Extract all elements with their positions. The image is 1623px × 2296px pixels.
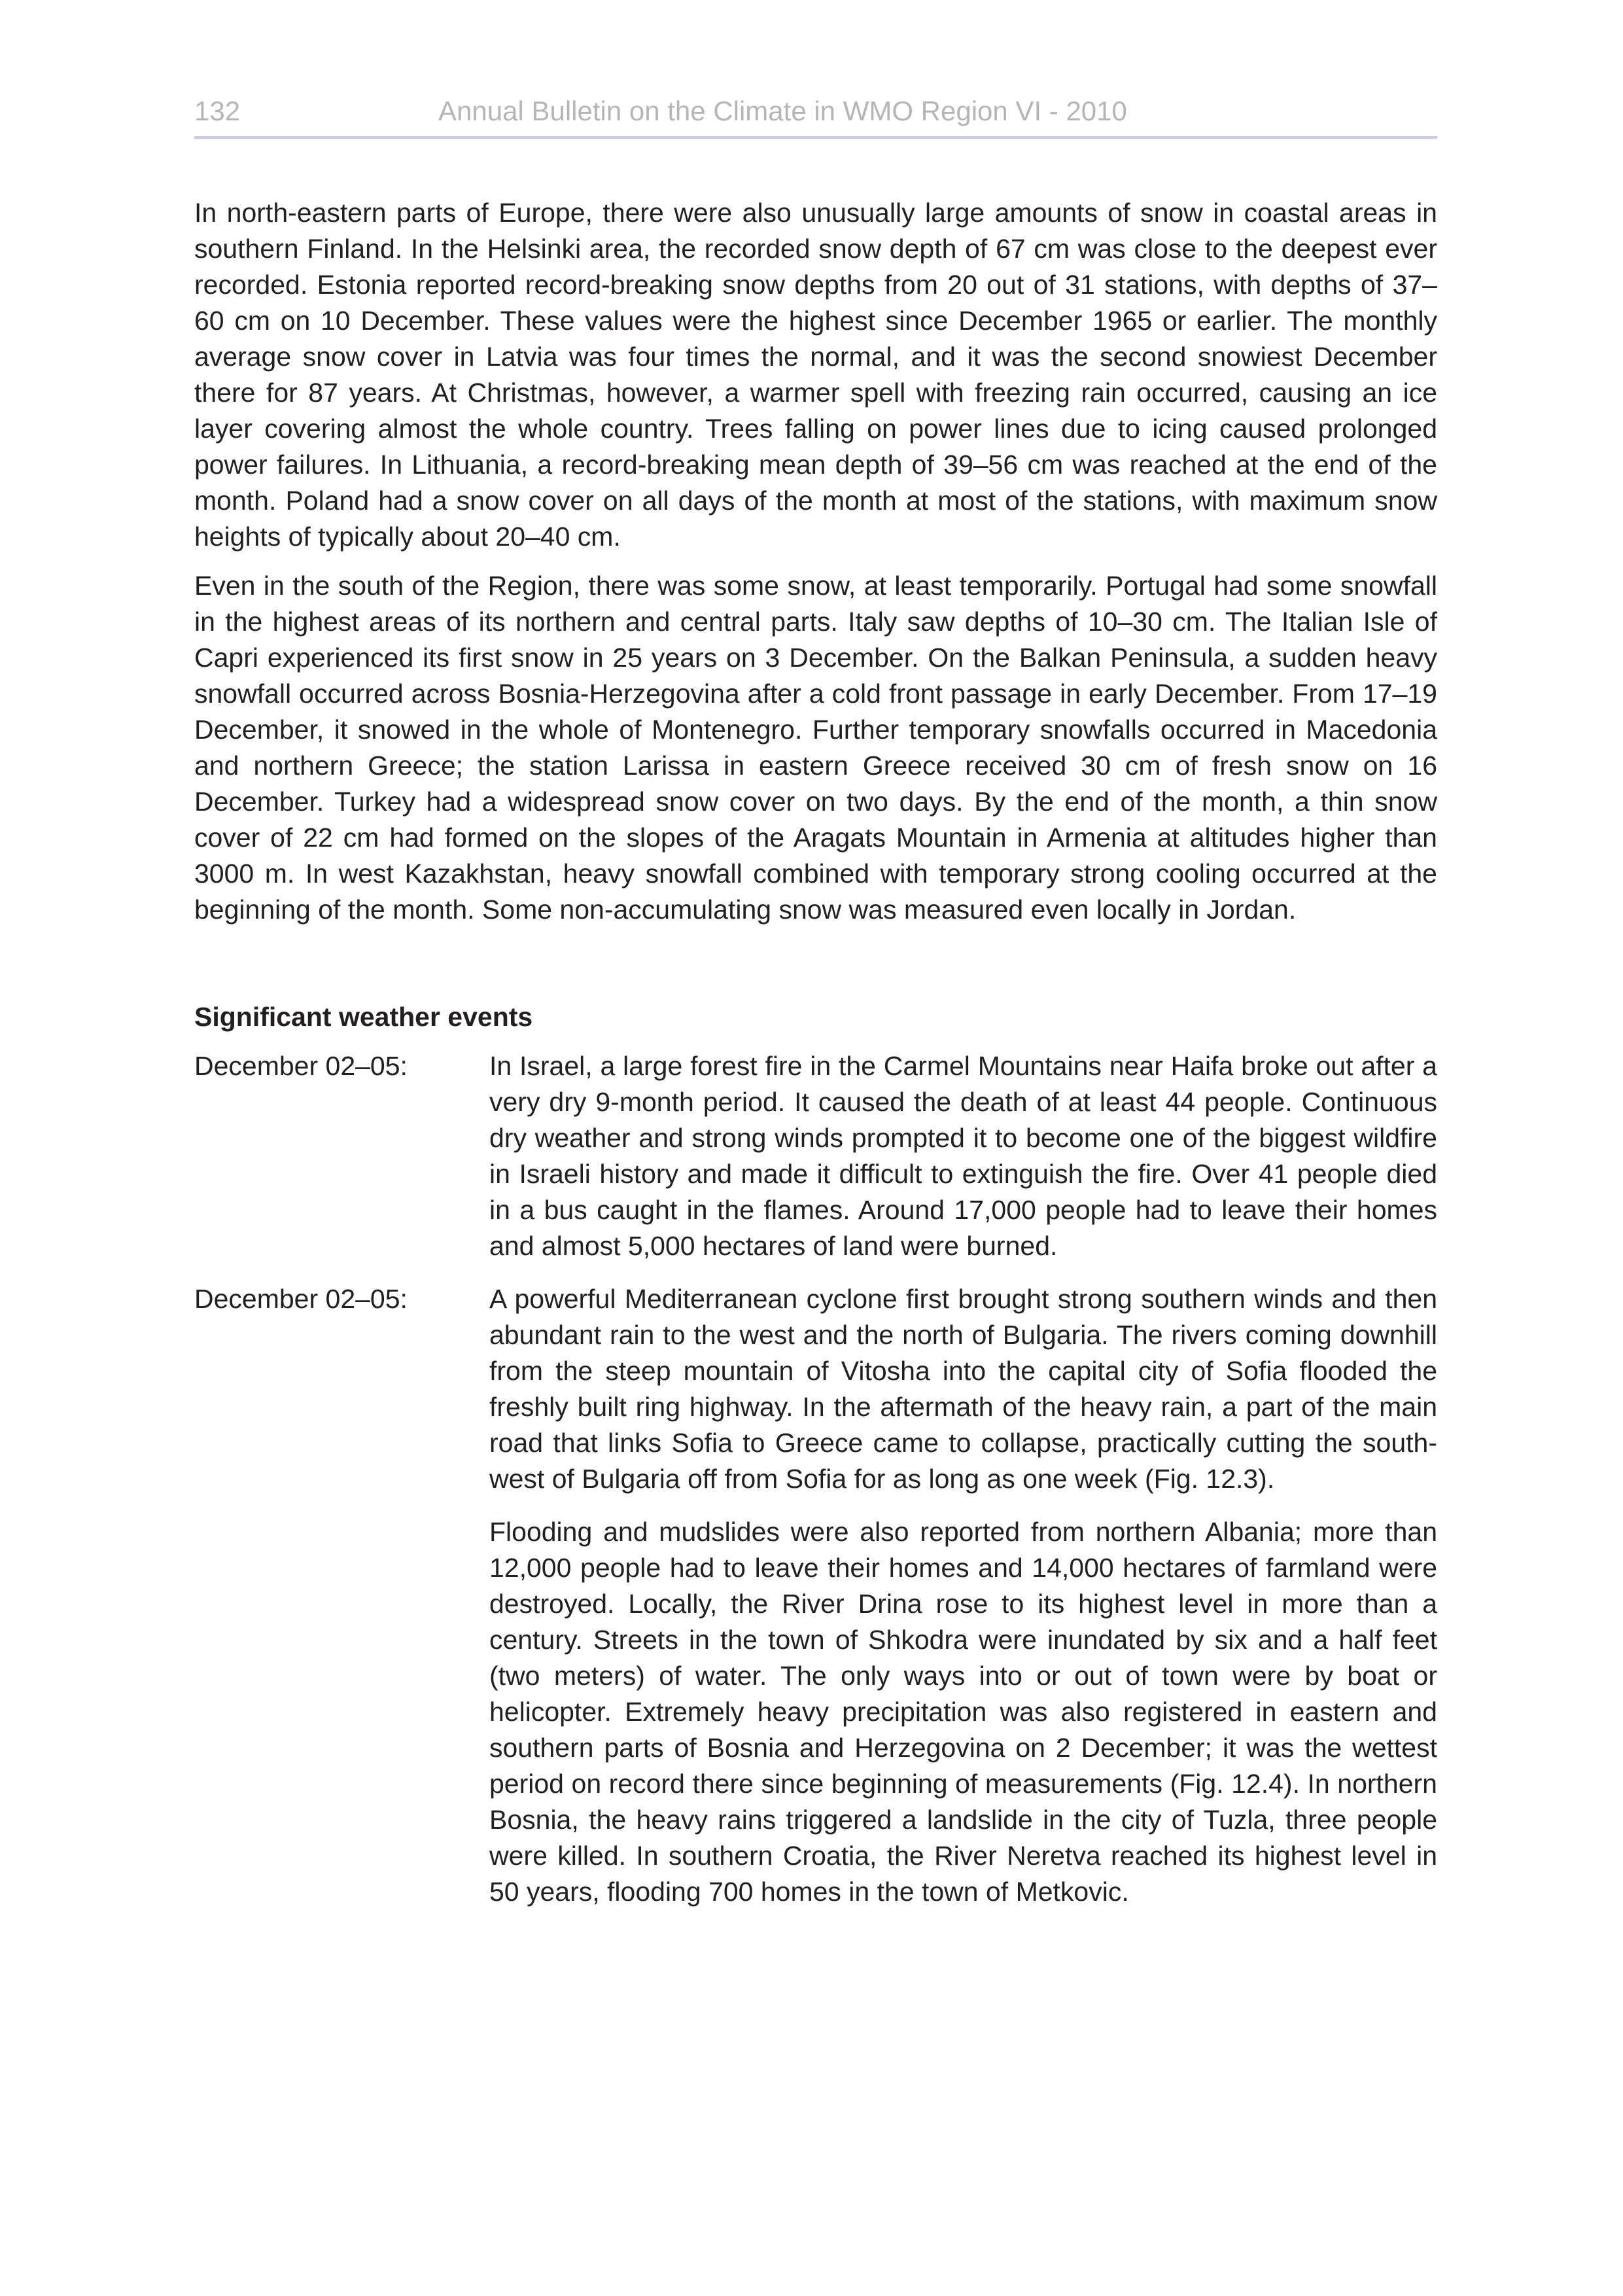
event-description [489, 1281, 1437, 1910]
event-paragraph: A powerful Mediterranean cyclone first brought strong southern winds and then abundant rain to the west and the north of Bulgaria. The rivers coming downhill from the steep mountain of Vitosha into the capital city of Sofia flooded the freshly built ring highway. In the aftermath of the heavy rain, a part of the main road that links Sofia to Greece came to collapse, practically cutting the south-west of Bulgaria off from Sofia for as long as one week (Fig. 12.3). [489, 1284, 1437, 1494]
event-entry [194, 1048, 1437, 1264]
document-page [194, 92, 1437, 1910]
page-number: 132 [194, 96, 241, 126]
body-paragraph: In north-eastern parts of Europe, there were also unusually large amounts of snow in coastal areas in southern Finland. In the Helsinki area, the recorded snow depth of 67 cm was close to the deepest ever recorded. Estonia reported record-breaking snow depths from 20 out of 31 stations, with depths of 37–60 cm on 10 December. These values were the highest since December 1965 or earlier. The monthly average snow cover in Latvia was four times the normal, and it was the second snowiest December there for 87 years. At Christmas, however, a warmer spell with freezing rain occurred, causing an ice layer covering almost the whole country. Trees falling on power lines due to icing caused prolonged power failures. In Lithuania, a record-breaking mean depth of 39–56 cm was reached at the end of the month. Poland had a snow cover on all days of the month at most of the stations, with maximum snow heights of typically about 20–40 cm. [194, 198, 1437, 552]
running-header [194, 92, 1437, 139]
event-description [489, 1048, 1437, 1264]
event-date: December 02–05: [194, 1051, 408, 1081]
running-title: Annual Bulletin on the Climate in WMO Region VI - 2010 [438, 96, 1127, 126]
body-paragraph: Even in the south of the Region, there was some snow, at least temporarily. Portugal had some snowfall in the highest areas of its northern and central parts. Italy saw depths of 10–30 cm. The Italian Isle of Capri experienced its first snow in 25 years on 3 December. On the Balkan Peninsula, a sudden heavy snowfall occurred across Bosnia-Herzegovina after a cold front passage in early December. From 17–19 December, it snowed in the whole of Montenegro. Further temporary snowfalls occurred in Macedonia and northern Greece; the station Larissa in eastern Greece received 30 cm of fresh snow on 16 December. Turkey had a widespread snow cover on two days. By the end of the month, a thin snow cover of 22 cm had formed on the slopes of the Aragats Mountain in Armenia at altitudes higher than 3000 m. In west Kazakhstan, heavy snowfall combined with temporary strong cooling occurred at the beginning of the month. Some non-accumulating snow was measured even locally in Jordan. [194, 571, 1437, 925]
event-entry [194, 1281, 1437, 1910]
event-paragraph: Flooding and mudslides were also reported from northern Albania; more than 12,000 people had to leave their homes and 14,000 hectares of farmland were destroyed. Locally, the River Drina rose to its highest level in more than a century. Streets in the town of Shkodra were inundated by six and a half feet (two meters) of water. The only ways into or out of town were by boat or helicopter. Extremely heavy precipitation was also registered in eastern and southern parts of Bosnia and Herzegovina on 2 December; it was the wettest period on record there since beginning of measurements (Fig. 12.4). In northern Bosnia, the heavy rains triggered a landslide in the city of Tuzla, three people were killed. In southern Croatia, the River Neretva reached its highest level in 50 years, flooding 700 homes in the town of Metkovic. [489, 1517, 1437, 1907]
event-date: December 02–05: [194, 1284, 408, 1314]
event-paragraph: In Israel, a large forest fire in the Carmel Mountains near Haifa broke out after a very dry 9-month period. It caused the death of at least 44 people. Continuous dry weather and strong winds prompted it to become one of the biggest wildfire in Israeli history and made it difficult to extinguish the fire. Over 41 people died in a bus caught in the flames. Around 17,000 people had to leave their homes and almost 5,000 hectares of land were burned. [489, 1051, 1437, 1261]
events-list [194, 1048, 1437, 1910]
section-heading: Significant weather events [194, 1002, 533, 1032]
